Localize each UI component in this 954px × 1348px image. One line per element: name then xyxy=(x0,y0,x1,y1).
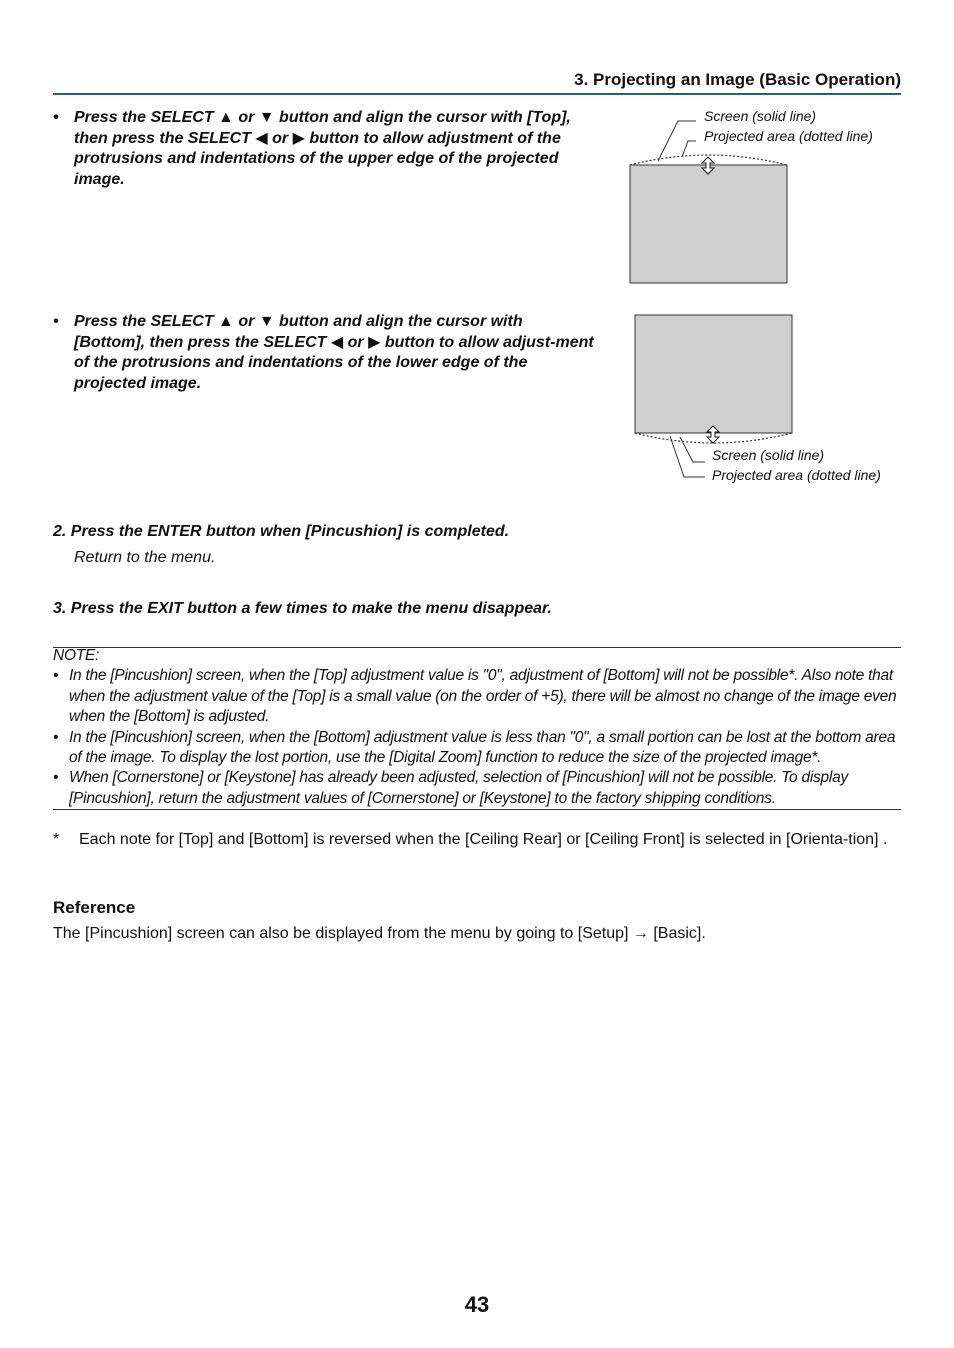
screen-rect xyxy=(635,315,792,433)
note-rule-bottom xyxy=(53,809,901,810)
note-text: When [Cornerstone] or [Keystone] has already been adjusted, selection of [Pincushion] will not be possible. To display [Pincushion], return the adjustment values of [Cornerstone] or [Keystone] to the factory shipping conditions. xyxy=(69,769,848,807)
header-rule xyxy=(53,93,901,95)
reference-heading: Reference xyxy=(53,898,136,917)
step-2: 2. Press the ENTER button when [Pincushion] is completed. xyxy=(53,523,510,540)
bullet-marker: • xyxy=(53,728,59,746)
instruction-bullet-bottom xyxy=(53,312,598,394)
step-2-result: Return to the menu. xyxy=(74,549,216,566)
bullet-marker: • xyxy=(53,109,59,126)
label-screen-solid: Screen (solid line) xyxy=(704,108,817,124)
bullet-marker: • xyxy=(53,313,59,330)
bullet-marker: • xyxy=(53,769,59,787)
footnote xyxy=(53,829,901,851)
leader-line-projected xyxy=(682,141,696,157)
screen-rect xyxy=(630,165,787,283)
leader-line-screen xyxy=(680,437,705,462)
instruction-text: Press the SELECT ▲ or ▼ button and align the cursor with [Bottom], then press the SELECT ◀ or ▶ button to allow adjust-ment of the protrusions and indentations of the lower edge of the projected image. xyxy=(74,313,594,392)
page-number: 43 xyxy=(464,1292,490,1317)
note-item xyxy=(53,666,901,727)
note-item xyxy=(53,768,901,809)
step-3: 3. Press the EXIT button a few times to make the menu disappear. xyxy=(53,600,552,617)
footnote-text: Each note for [Top] and [Bottom] is reversed when the [Ceiling Rear] or [Ceiling Front] is selected in [Orienta-tion] . xyxy=(79,831,888,848)
label-projected-dotted: Projected area (dotted line) xyxy=(704,128,873,144)
note-text: In the [Pincushion] screen, when the [Bottom] adjustment value is less than "0", a small portion can be lost at the bottom area of the image. To display the lost portion, use the [Digital Zoom] function to reduce the size of the projected image*. xyxy=(69,728,896,767)
reference-text: The [Pincushion] screen can also be displayed from the menu by going to [Setup] → [Basic]. xyxy=(53,925,706,942)
note-heading: NOTE: xyxy=(53,647,100,664)
label-projected-dotted: Projected area (dotted line) xyxy=(712,467,881,483)
label-screen-solid: Screen (solid line) xyxy=(712,447,825,463)
bullet-marker: • xyxy=(53,667,59,685)
footnote-marker: * xyxy=(53,831,60,848)
note-text: In the [Pincushion] screen, when the [Top] adjustment value is "0", adjustment of [Bottom] will not be possible*. Also note that when the adjustment value of the [Top] is a small value (on the order of +5), there will be almost no change of the image even when the [Bottom] is adjusted. xyxy=(69,667,897,726)
note-item xyxy=(53,728,901,769)
note-block xyxy=(53,646,901,809)
section-title: 3. Projecting an Image (Basic Operation) xyxy=(574,70,901,89)
instruction-text: Press the SELECT ▲ or ▼ button and align the cursor with [Top], then press the SELECT ◀ or ▶ button to allow adjustment of the protrusions and indentations of the upper edge of the projected image. xyxy=(74,109,571,188)
instruction-bullet-top xyxy=(53,108,598,190)
